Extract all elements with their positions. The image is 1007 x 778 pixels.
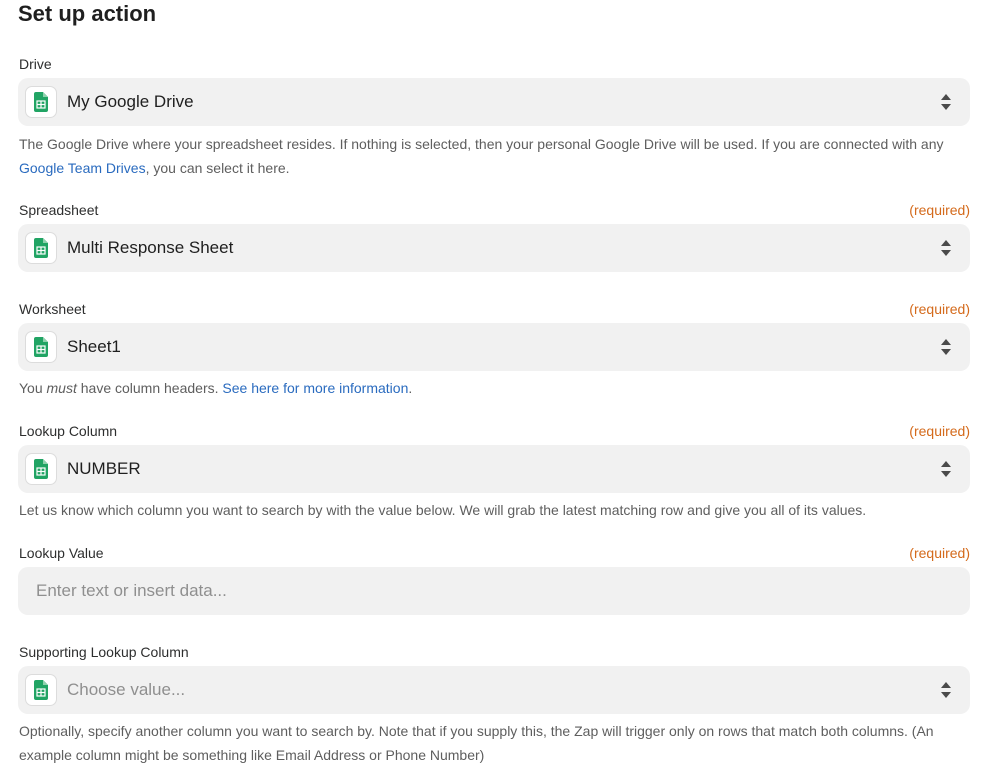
google-sheets-icon xyxy=(25,86,57,118)
page-title: Set up action xyxy=(18,1,157,26)
google-sheets-icon xyxy=(25,674,57,706)
lookup-column-field xyxy=(18,423,970,518)
drive-help-text xyxy=(19,132,964,180)
lookup-column-label: Lookup Column xyxy=(19,423,118,439)
drive-label: Drive xyxy=(19,56,52,72)
worksheet-value: Sheet1 xyxy=(67,337,121,356)
up-down-arrows-icon xyxy=(940,93,952,111)
up-down-arrows-icon xyxy=(940,460,952,478)
drive-select[interactable] xyxy=(18,78,970,126)
drive-label-row xyxy=(18,56,970,76)
spreadsheet-value: Multi Response Sheet xyxy=(67,238,234,257)
worksheet-label-row xyxy=(18,301,970,321)
lookup-column-label-row xyxy=(18,423,970,443)
worksheet-help-prefix: You xyxy=(19,380,47,396)
google-sheets-icon xyxy=(25,453,57,485)
up-down-arrows-icon xyxy=(940,338,952,356)
lookup-column-select[interactable] xyxy=(18,445,970,493)
supporting-lookup-column-help-text: Optionally, specify another column you want to search by. Note that if you supply this, the Zap will trigger only on rows that match both columns. (An example column might be something like Email Address or Phone Number) xyxy=(19,723,934,763)
supporting-lookup-column-label-row xyxy=(18,644,970,664)
drive-help-suffix: , you can select it here. xyxy=(145,160,290,176)
worksheet-help-text xyxy=(19,376,964,400)
supporting-lookup-column-placeholder: Choose value... xyxy=(67,680,186,699)
worksheet-help-middle: have column headers. xyxy=(76,380,223,396)
more-information-link[interactable]: See here for more information xyxy=(222,380,409,396)
lookup-value-input[interactable] xyxy=(18,567,970,615)
supporting-lookup-column-select[interactable] xyxy=(18,666,970,714)
lookup-column-value: NUMBER xyxy=(67,459,141,478)
up-down-arrows-icon xyxy=(940,681,952,699)
lookup-column-required-indicator: (required) xyxy=(909,423,970,439)
drive-help-prefix: The Google Drive where your spreadsheet resides. If nothing is selected, then your personal Google Drive will be used. If you are connected with any xyxy=(19,136,944,152)
drive-value: My Google Drive xyxy=(67,92,194,111)
lookup-value-required-indicator: (required) xyxy=(909,545,970,561)
supporting-lookup-column-label: Supporting Lookup Column xyxy=(19,644,189,660)
google-team-drives-link[interactable]: Google Team Drives xyxy=(19,160,146,176)
lookup-value-label-row xyxy=(18,545,970,565)
google-sheets-icon xyxy=(25,331,57,363)
up-down-arrows-icon xyxy=(940,239,952,257)
worksheet-field xyxy=(18,301,970,396)
lookup-value-field xyxy=(18,545,970,565)
spreadsheet-label: Spreadsheet xyxy=(19,202,99,218)
spreadsheet-label-row xyxy=(18,202,970,222)
spreadsheet-field xyxy=(18,202,970,257)
worksheet-label: Worksheet xyxy=(19,301,86,317)
worksheet-select[interactable] xyxy=(18,323,970,371)
spreadsheet-select[interactable] xyxy=(18,224,970,272)
lookup-column-help-text: Let us know which column you want to search by with the value below. We will grab the latest matching row and give you all of its values. xyxy=(19,502,867,518)
lookup-value-label: Lookup Value xyxy=(19,545,104,561)
worksheet-help-emphasis: must xyxy=(46,380,77,396)
google-sheets-icon xyxy=(25,232,57,264)
drive-field xyxy=(18,56,970,176)
supporting-lookup-column-field xyxy=(18,644,970,763)
worksheet-help-suffix: . xyxy=(408,380,413,396)
worksheet-required-indicator: (required) xyxy=(909,301,970,317)
spreadsheet-required-indicator: (required) xyxy=(909,202,970,218)
